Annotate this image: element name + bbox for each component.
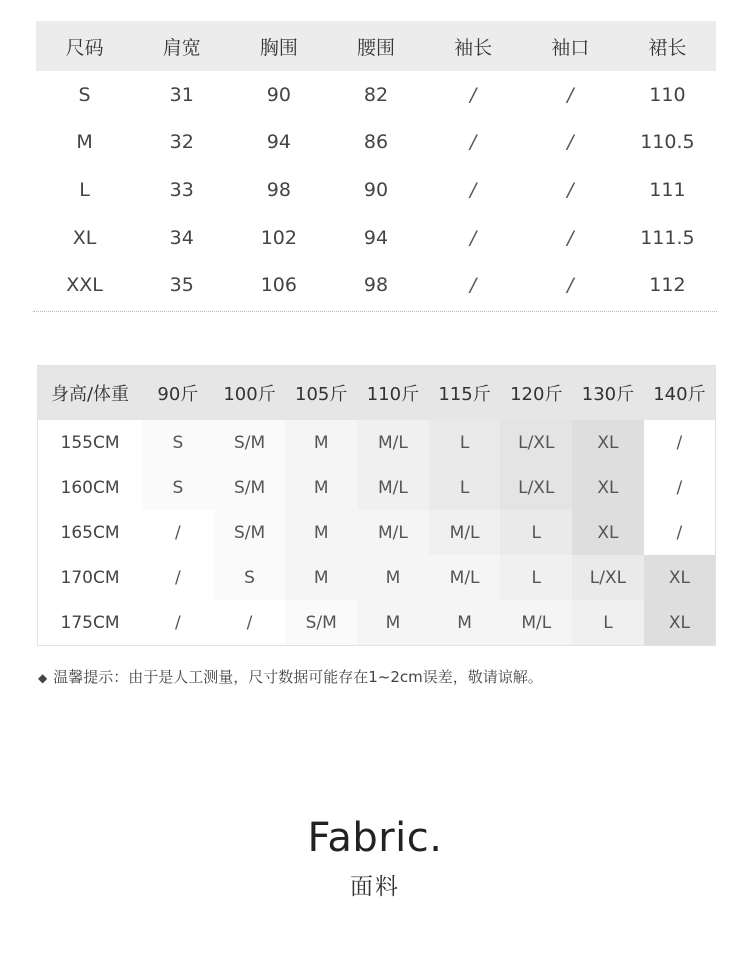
recommendation-cell: XL xyxy=(572,420,644,465)
recommendation-cell: / xyxy=(644,510,716,555)
recommendation-cell: L xyxy=(500,555,572,600)
size-chart-header: 袖长 xyxy=(425,21,522,71)
size-chart-header: 袖口 xyxy=(522,21,619,71)
size-chart-cell: 94 xyxy=(363,226,389,249)
recommendation-cell: M xyxy=(285,555,357,600)
recommendation-cell: L xyxy=(429,465,501,510)
size-chart-cell: / xyxy=(567,226,574,249)
size-chart-cell: M xyxy=(76,131,93,154)
recommendation-cell: S xyxy=(214,555,286,600)
recommendation-header: 90斤 xyxy=(142,366,214,421)
dotted-divider xyxy=(33,311,717,312)
recommendation-cell: L/XL xyxy=(500,465,572,510)
size-chart-cell: 31 xyxy=(169,83,194,106)
recommendation-header: 105斤 xyxy=(285,366,357,421)
recommendation-row xyxy=(38,465,716,510)
size-chart-cell: 110.5 xyxy=(640,131,695,154)
size-chart-cell: / xyxy=(567,83,574,106)
recommendation-cell: L/XL xyxy=(572,555,644,600)
recommendation-cell: / xyxy=(142,510,214,555)
recommendation-cell: S/M xyxy=(285,600,357,646)
recommendation-cell: L xyxy=(500,510,572,555)
height-label: 170CM xyxy=(38,555,143,600)
fabric-section-title: Fabric. xyxy=(307,815,443,861)
size-chart-cell: 111.5 xyxy=(640,226,695,249)
size-chart-cell: 98 xyxy=(266,178,291,201)
size-chart-cell: 82 xyxy=(363,83,389,106)
size-chart-header: 肩宽 xyxy=(133,21,230,71)
size-chart-cell: 86 xyxy=(363,131,389,154)
recommendation-cell: XL xyxy=(572,465,644,510)
recommendation-cell: S xyxy=(142,420,214,465)
size-chart-cell: S xyxy=(78,83,91,106)
recommendation-header: 115斤 xyxy=(429,366,501,421)
recommendation-cell: M xyxy=(357,555,429,600)
size-chart-row xyxy=(36,166,716,214)
recommendation-header: 130斤 xyxy=(572,366,644,421)
recommendation-cell: M/L xyxy=(429,555,501,600)
size-chart-cell: 112 xyxy=(649,274,686,297)
height-label: 155CM xyxy=(38,420,143,465)
recommendation-cell: M/L xyxy=(357,510,429,555)
size-chart-cell: / xyxy=(567,131,574,154)
height-label: 165CM xyxy=(38,510,143,555)
size-chart-row xyxy=(36,71,716,119)
size-chart-row xyxy=(36,214,716,262)
recommendation-cell: L xyxy=(572,600,644,646)
size-chart-cell: 94 xyxy=(266,131,291,154)
size-chart-cell: 111 xyxy=(649,178,686,201)
recommendation-cell: S xyxy=(142,465,214,510)
size-chart-cell: 34 xyxy=(169,226,194,249)
recommendation-header: 100斤 xyxy=(214,366,286,421)
recommendation-cell: M xyxy=(357,600,429,646)
size-chart-cell: / xyxy=(469,226,477,249)
size-chart-cell: / xyxy=(469,274,477,297)
recommendation-header-row xyxy=(38,366,716,421)
recommendation-cell: / xyxy=(142,600,214,646)
size-chart-header-row xyxy=(36,21,716,71)
recommendation-cell: M/L xyxy=(357,420,429,465)
recommendation-cell: S/M xyxy=(214,420,286,465)
size-chart-cell: 90 xyxy=(363,178,389,201)
recommendation-cell: XL xyxy=(572,510,644,555)
recommendation-cell: S/M xyxy=(214,510,286,555)
recommendation-row xyxy=(38,555,716,600)
recommendation-cell: / xyxy=(644,465,716,510)
recommendation-cell: L/XL xyxy=(500,420,572,465)
size-chart-header: 尺码 xyxy=(36,21,133,71)
size-chart-cell: 90 xyxy=(266,83,291,106)
size-chart-cell: / xyxy=(567,274,574,297)
recommendation-cell: / xyxy=(142,555,214,600)
recommendation-header: 140斤 xyxy=(644,366,716,421)
size-recommendation-table xyxy=(37,365,716,646)
measurement-note-text: 温馨提示：由于是人工测量，尺寸数据可能存在1~2cm误差，敬请谅解。 xyxy=(53,668,543,686)
recommendation-cell: / xyxy=(644,420,716,465)
size-chart-row xyxy=(36,261,716,309)
size-chart-cell: / xyxy=(469,178,477,201)
size-chart-row xyxy=(36,119,716,167)
height-label: 175CM xyxy=(38,600,143,646)
recommendation-cell: M xyxy=(285,465,357,510)
size-chart-cell: / xyxy=(469,131,477,154)
size-chart-cell: XXL xyxy=(66,274,103,297)
size-chart-cell: / xyxy=(469,83,477,106)
diamond-bullet-icon: ◆ xyxy=(38,671,48,685)
recommendation-cell: M/L xyxy=(429,510,501,555)
recommendation-cell: M xyxy=(285,420,357,465)
recommendation-cell: M xyxy=(429,600,501,646)
size-chart-cell: 35 xyxy=(169,274,194,297)
recommendation-cell: M/L xyxy=(357,465,429,510)
size-chart-table xyxy=(36,21,716,309)
size-chart-header: 胸围 xyxy=(230,21,327,71)
size-chart-cell: 106 xyxy=(260,274,297,297)
measurement-note xyxy=(38,666,543,687)
recommendation-header: 110斤 xyxy=(357,366,429,421)
size-chart-cell: 33 xyxy=(169,178,194,201)
recommendation-cell: S/M xyxy=(214,465,286,510)
recommendation-cell: XL xyxy=(644,555,716,600)
size-chart-cell: 32 xyxy=(169,131,194,154)
recommendation-row xyxy=(38,600,716,646)
recommendation-cell: / xyxy=(214,600,286,646)
size-chart-cell: 110 xyxy=(649,83,686,106)
size-chart-header: 裙长 xyxy=(619,21,716,71)
recommendation-header: 身高/体重 xyxy=(38,366,143,421)
size-chart-cell: / xyxy=(567,178,574,201)
size-chart-header: 腰围 xyxy=(327,21,424,71)
size-chart-cell: XL xyxy=(72,226,97,249)
recommendation-row xyxy=(38,420,716,465)
height-label: 160CM xyxy=(38,465,143,510)
recommendation-cell: M xyxy=(285,510,357,555)
size-chart-cell: 98 xyxy=(363,274,389,297)
recommendation-header: 120斤 xyxy=(500,366,572,421)
recommendation-row xyxy=(38,510,716,555)
recommendation-cell: M/L xyxy=(500,600,572,646)
recommendation-cell: L xyxy=(429,420,501,465)
size-chart-cell: 102 xyxy=(260,226,297,249)
fabric-section-subtitle: 面料 xyxy=(350,874,400,900)
size-chart-cell: L xyxy=(79,178,90,201)
recommendation-cell: XL xyxy=(644,600,716,646)
